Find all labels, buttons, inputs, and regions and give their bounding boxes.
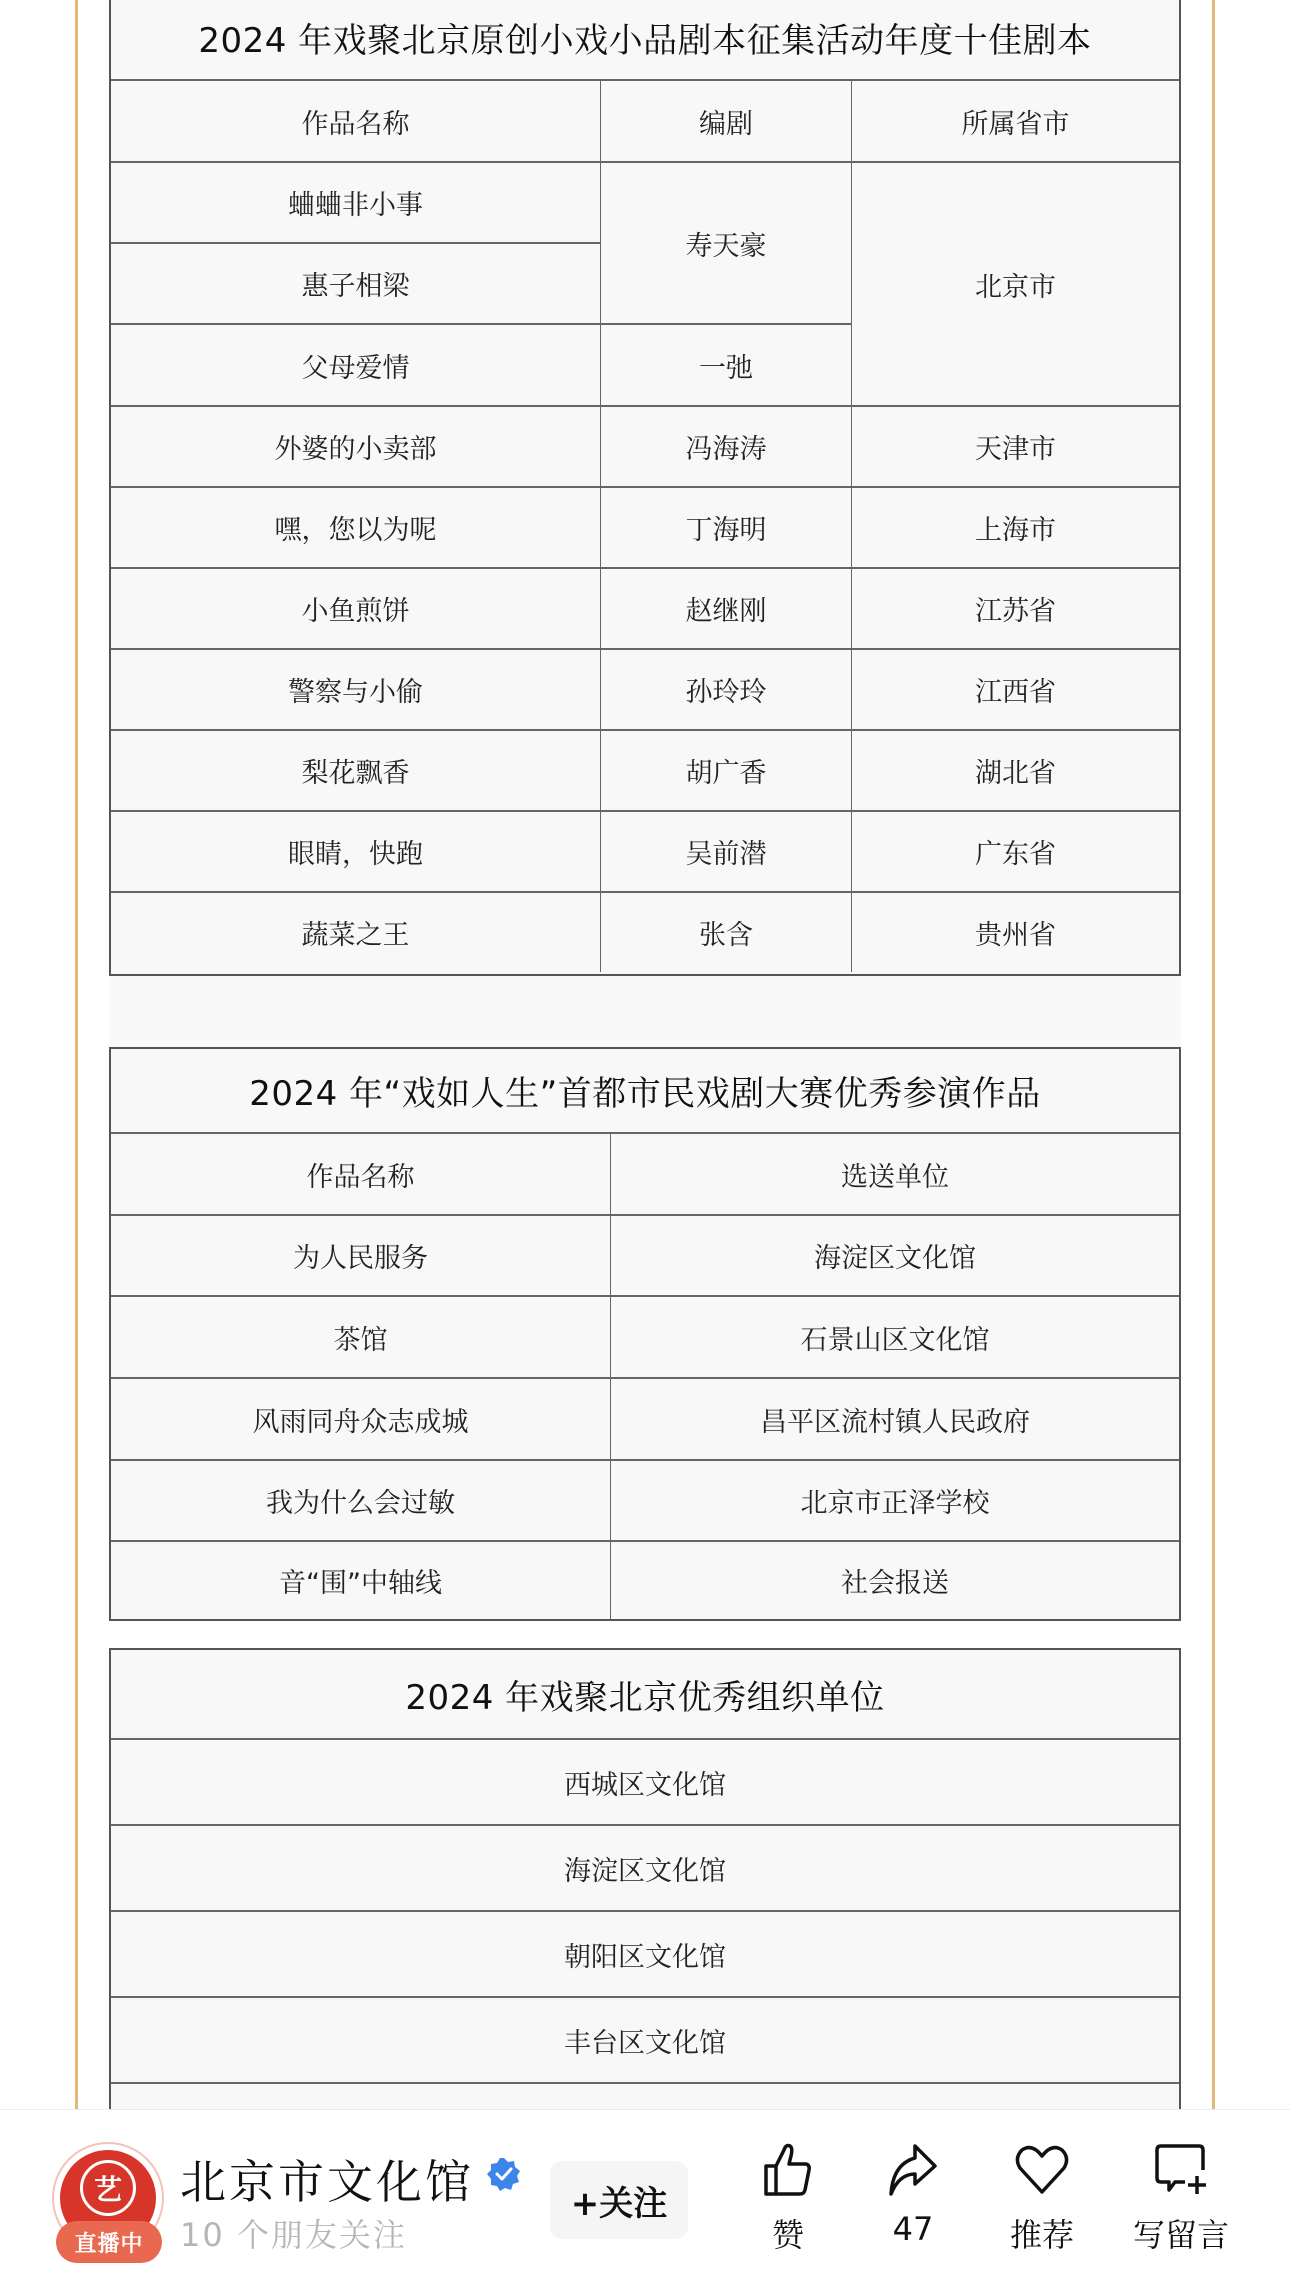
heart-icon xyxy=(1012,2140,1072,2200)
culture-center-logo-icon: 艺 xyxy=(80,2160,136,2216)
table-row-province-merged: 北京市 xyxy=(852,163,1179,407)
table-row-writer: 赵继刚 xyxy=(601,569,852,650)
table-row-province: 江苏省 xyxy=(852,569,1179,650)
right-gold-border xyxy=(1212,0,1215,2109)
table-row-writer: 孙玲玲 xyxy=(601,650,852,731)
table-row-province: 广东省 xyxy=(852,812,1179,893)
table-row-unit: 社会报送 xyxy=(841,1568,949,1599)
table-row-work: 眼睛，快跑 xyxy=(111,812,601,893)
share-icon xyxy=(883,2140,943,2200)
table-excellent-performances xyxy=(109,1047,1181,1621)
account-name[interactable]: 北京市文化馆 xyxy=(180,2155,474,2209)
table1-header-province: 所属省市 xyxy=(852,81,1179,163)
table-row-unit: 昌平区流村镇人民政府 xyxy=(611,1379,1179,1461)
table-row-unit: 丰台区文化馆 xyxy=(111,1998,1179,2084)
table-row-province: 上海市 xyxy=(852,488,1179,569)
table-row-work: 嘿，您以为呢 xyxy=(111,488,601,569)
table-row-work: 外婆的小卖部 xyxy=(111,407,601,488)
table-row-writer: 胡广香 xyxy=(601,731,852,812)
verified-badge-icon xyxy=(486,2156,522,2192)
table-row-work: 父母爱情 xyxy=(111,325,601,407)
table-row-work: 警察与小偷 xyxy=(111,650,601,731)
write-comment-button[interactable] xyxy=(1116,2140,1246,2280)
article-bottom-bar xyxy=(0,2109,1290,2294)
recommend-button[interactable] xyxy=(987,2140,1097,2280)
table-row-work: 蔬菜之王 xyxy=(111,893,601,972)
table-row-work: 茶馆 xyxy=(111,1297,611,1379)
table-row-work: 梨花飘香 xyxy=(111,731,601,812)
table3-title: 2024 年戏聚北京优秀组织单位 xyxy=(111,1650,1179,1740)
comment-add-icon xyxy=(1151,2140,1211,2200)
table2-header-unit: 选送单位 xyxy=(611,1134,1179,1216)
table-row-unit: 海淀区文化馆 xyxy=(611,1216,1179,1297)
table-row-work: 音“围”中轴线 xyxy=(111,1542,611,1619)
table1-header-writer: 编剧 xyxy=(601,81,852,163)
write-comment-label: 写留言 xyxy=(1132,2216,1229,2254)
left-gold-border xyxy=(75,0,78,2109)
friends-following-count: 10 个朋友关注 xyxy=(180,2216,407,2254)
table1-title: 2024 年戏聚北京原创小戏小品剧本征集活动年度十佳剧本 xyxy=(111,0,1179,81)
table-row-unit: 北京市正泽学校 xyxy=(611,1461,1179,1542)
table-row-writer: 一弛 xyxy=(601,325,852,407)
table-row-unit: 海淀区文化馆 xyxy=(111,1826,1179,1912)
like-label: 赞 xyxy=(771,2216,804,2254)
table-row-unit: 西城区文化馆 xyxy=(111,1740,1179,1826)
table-row-unit: 朝阳区文化馆 xyxy=(111,1912,1179,1998)
table-row-work: 惠子相梁 xyxy=(111,244,601,325)
share-button[interactable] xyxy=(858,2140,968,2280)
table2-header-work: 作品名称 xyxy=(111,1134,611,1216)
table-row-work: 为人民服务 xyxy=(111,1216,611,1297)
table-row-writer: 丁海明 xyxy=(601,488,852,569)
table-row-writer-merged: 寿天豪 xyxy=(601,163,852,325)
live-badge[interactable]: 直播中 xyxy=(56,2221,162,2263)
table-row-unit: 石景山区文化馆 xyxy=(611,1297,1179,1379)
table-row-province: 湖北省 xyxy=(852,731,1179,812)
like-button[interactable] xyxy=(733,2140,843,2280)
table2-title: 2024 年“戏如人生”首都市民戏剧大赛优秀参演作品 xyxy=(111,1049,1179,1134)
table-organizing-units xyxy=(109,1648,1181,2128)
thumbs-up-icon xyxy=(758,2140,818,2200)
table-top-ten-scripts xyxy=(109,0,1181,976)
table-row-writer: 冯海涛 xyxy=(601,407,852,488)
recommend-label: 推荐 xyxy=(1009,2216,1074,2254)
follow-button[interactable]: +关注 xyxy=(550,2161,688,2239)
table1-header-work: 作品名称 xyxy=(111,81,601,163)
table-row-work: 我为什么会过敏 xyxy=(111,1461,611,1542)
table-row-writer: 吴前潜 xyxy=(601,812,852,893)
table-row-province: 贵州省 xyxy=(975,920,1056,951)
table-gap xyxy=(109,976,1181,1047)
table-row-province: 江西省 xyxy=(852,650,1179,731)
table-row-writer: 张含 xyxy=(601,893,852,972)
table-row-province: 天津市 xyxy=(852,407,1179,488)
table-row-work: 小鱼煎饼 xyxy=(111,569,601,650)
share-count: 47 xyxy=(892,2210,934,2248)
table-row-work: 风雨同舟众志成城 xyxy=(111,1379,611,1461)
table-row-work: 蛐蛐非小事 xyxy=(111,163,601,244)
